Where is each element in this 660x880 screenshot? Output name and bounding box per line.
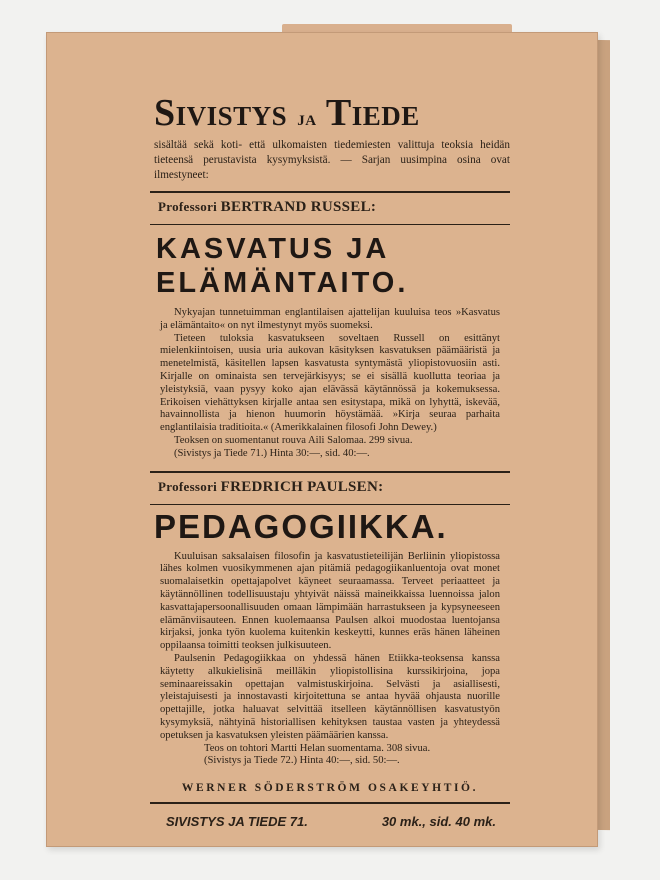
divider (150, 471, 510, 473)
book1-title-line1: KASVATUS JA (156, 233, 390, 265)
publisher-name: WERNER SÖDERSTRÖM OSAKEYHTIÖ. (181, 782, 479, 795)
book2-paragraph: Kuuluisan saksalaisen filosofin ja kasvatustieteilijän Berliinin yliopistossa lähes kolmen vuosikymmenen ajan pitämiä pedagogiikanluentoja ovat monet suomalaisetkin opettajapolvet käyneet seuraamassa. Terveet periaatteet ja käytännöllinen todellisuustaju yhtyivät näissä maineikkaissa luennoissa jalon kasvattajapersoonallisuuden omaan lämpimään harrastukseen ja kypsyneeseen elämänviisauteen. Ennen kuolemaansa Paulsen alkoi muodostaa luentojansa kirjaksi, jonka työn kuolema kuitenkin keskeytti, kunnes eräs hänen läheinen oppilaansa toimitti teoksen julkisuuteen. (160, 550, 500, 652)
book-back-cover (46, 32, 598, 847)
divider (150, 191, 510, 193)
book2-translator: Teos on tohtori Martti Helan suomentama. 308 sivua. (204, 742, 431, 754)
footer-series: SIVISTYS JA TIEDE 71. (166, 814, 308, 830)
book2-author: Professori FREDRICH PAULSEN: (158, 478, 384, 495)
series-title: Sivistys ja Tiede (154, 92, 420, 134)
book1-title-line2: ELÄMÄNTAITO. (156, 267, 409, 299)
footer-price: 30 mk., sid. 40 mk. (381, 814, 496, 830)
series-intro: sisältää sekä koti- että ulkomaisten tiedemiesten valittuja teoksia heidän tieteensä perustavista kysymyksistä. — Sarjan uusimpina osina ovat ilmestyneet: (154, 139, 510, 181)
book1-translator: Teoksen on suomentanut rouva Aili Salomaa. 299 sivua. (174, 434, 413, 446)
book1-paragraph: Nykyajan tunnetuimman englantilaisen ajattelijan kuuluisa teos »Kasvatus ja elämäntaito« on nyt ilmestynyt myös suomeksi. (160, 307, 500, 331)
book2-paragraph: Paulsenin Pedagogiikkaa on yhdessä hänen Etiikka-teoksensa kanssa käytetty alkukielisinä meilläkin yliopistollisina kurssikirjoina, jopa seminaareissakin opettajan valmistuskirjoina. Selvästi ja asiallisesti, yleistajuisesti ja innostavasti kirjoitettuna se antaa hyvää ohjausta nuorille opettajille, jotka haluavat selvittää itselleen käytännöllisen kasvatustyön kysymyksiä, nähtyinä historiallisen kehityksen taustaa vasten ja yhteydessä opetuksen ja kasvatuksen yleisten päämäärien kanssa. (160, 652, 500, 741)
book1-paragraph: Tieteen tuloksia kasvatukseen soveltaen Russell on esittänyt mielenkiintoisen, uusia uria aukovan käsityksen kasvatuksen päämääristä ja menetelmistä, käsitellen lapsen kasvatusta syntymästä yliopistovuosiin asti. Kirjalle on ominaista sen tervejärkisyys; se ei sisällä kuollutta teoriaa ja yleistyksiä, vaan pysyy koko ajan elävässä käytännössä ja kokemuksessa. Erikoisen viehättyksen kirjalle antaa sen esitystapa, mikä on lyhyttä, iskevää, havainnollista ja hienon huumorin höystämää. »Kirja seuraa parhaita englantilaisia traditioita.« (Amerikkalainen filosofi John Dewey.) (160, 332, 500, 434)
book1-price: (Sivistys ja Tiede 71.) Hinta 30:—, sid. 40:—. (174, 447, 370, 459)
book2-title: PEDAGOGIIKKA. (154, 507, 448, 545)
book1-author: Professori BERTRAND RUSSEL: (158, 199, 377, 215)
divider (150, 224, 510, 225)
book2-price: (Sivistys ja Tiede 72.) Hinta 40:—, sid. 50:—. (204, 755, 400, 767)
footer (166, 814, 496, 829)
cover-content (108, 58, 510, 829)
divider (150, 802, 510, 804)
divider (150, 504, 510, 505)
